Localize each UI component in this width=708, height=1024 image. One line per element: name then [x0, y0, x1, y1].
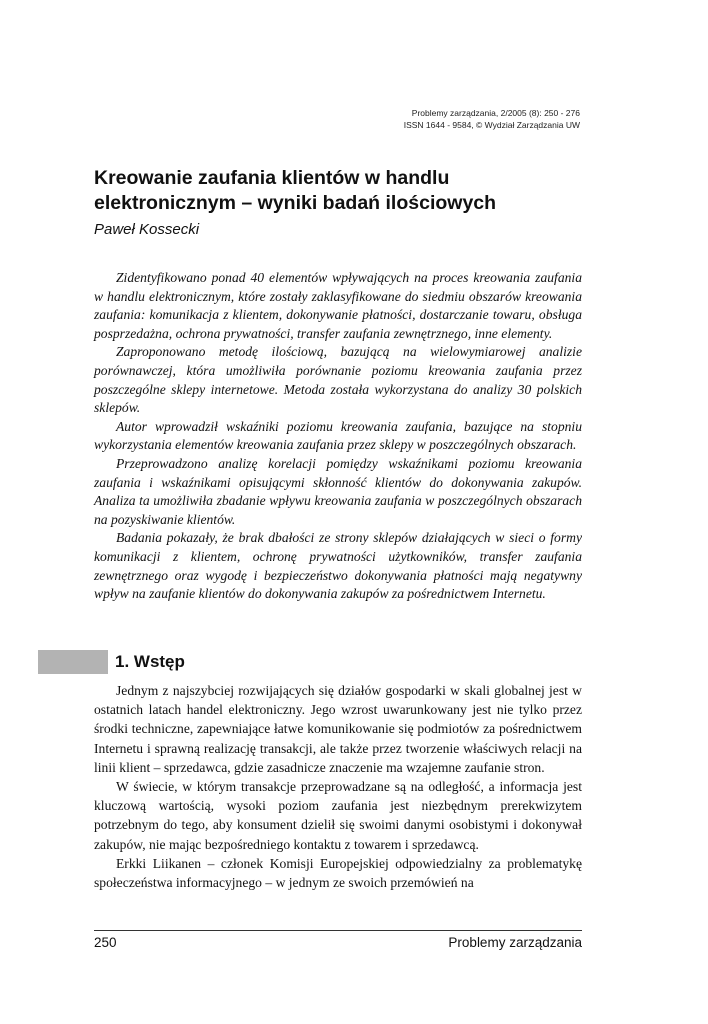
body-paragraph: W świecie, w którym transakcje przeprowadzane są na odległość, a informacja jest kluczową wartością, wysoki poziom zaufania jest niezbędnym prerekwizytem potrzebnym do tego, aby konsument dzielił się swoimi danymi osobistymi i dokonywał zakupów, nie mając bezpośredniego kontaktu z towarem i sprzedawcą.: [94, 779, 582, 852]
section-heading: 1. Wstęp: [115, 652, 185, 671]
body-text: [94, 681, 582, 892]
body-paragraph: Jednym z najszybciej rozwijających się działów gospodarki w skali globalnej jest w ostatnich latach handel elektroniczny. Jego wzrost uwarunkowany jest nie tylko przez środki techniczne, zapewniające łatwe komunikowanie się podmiotów za pośrednictwem Internetu i sprawną realizację transakcji, ale także przez tworzenie właściwych relacji na linii klient – sprzedawca, gdzie zasadnicze znaczenie ma wzajemne zaufanie stron.: [94, 683, 582, 775]
footer-rule: [94, 930, 582, 931]
citation-line-2: ISSN 1644 - 9584, © Wydział Zarządzania UW: [403, 120, 580, 130]
abstract-paragraph: Autor wprowadził wskaźniki poziomu kreowania zaufania, bazujące na stopniu wykorzystania elementów kreowania zaufania przez sklepy w poszczególnych obszarach.: [94, 418, 582, 453]
article-title: Kreowanie zaufania klientów w handlu elektronicznym – wyniki badań ilościowych: [94, 167, 497, 214]
footer-journal-name: Problemy zarządzania: [448, 935, 582, 950]
body-paragraph: Erkki Liikanen – członek Komisji Europejskiej odpowiedzialny za problematykę społeczeństwa informacyjnego – w jednym ze swoich przemówień na: [94, 855, 582, 891]
author-name: Paweł Kossecki: [94, 221, 200, 238]
section-marker-bar: [38, 650, 108, 674]
journal-citation: [404, 107, 580, 131]
abstract: [94, 269, 582, 604]
abstract-paragraph: Zaproponowano metodę ilościową, bazującą na wielowymiarowej analizie porównawczej, która umożliwiła porównanie poziomu kreowania zaufania przez poszczególne sklepy internetowe. Metoda została wykorzystana do analizy 30 polskich sklepów.: [94, 344, 582, 416]
page-number: 250: [94, 935, 117, 950]
citation-line-1: Problemy zarządzania, 2/2005 (8): 250 - 276: [411, 108, 580, 118]
abstract-paragraph: Badania pokazały, że brak dbałości ze strony sklepów działających w sieci o formy komunikacji z klientem, ochronę prywatności użytkowników, transfer zaufania zewnętrznego oraz wygodę i bezpieczeństwo dokonywania płatności mają negatywny wpływ na zaufanie klientów do dokonywania zakupów za pośrednictwem Internetu.: [94, 530, 582, 602]
abstract-paragraph: Zidentyfikowano ponad 40 elementów wpływających na proces kreowania zaufania w handlu elektronicznym, które zostały zaklasyfikowane do siedmiu obszarów kreowania zaufania: komunikacja z klientem, dokonywanie płatności, dostarczanie towaru, obsługa posprzedażna, ochrona prywatności, transfer zaufania zewnętrznego, inne elementy.: [94, 270, 582, 341]
abstract-paragraph: Przeprowadzono analizę korelacji pomiędzy wskaźnikami poziomu kreowania zaufania i wskaźnikami opisującymi skłonność klientów do dokonywania zakupów. Analiza ta umożliwiła zbadanie wpływu kreowania zaufania w poszczególnych obszarach na pozyskiwanie klientów.: [94, 455, 582, 527]
